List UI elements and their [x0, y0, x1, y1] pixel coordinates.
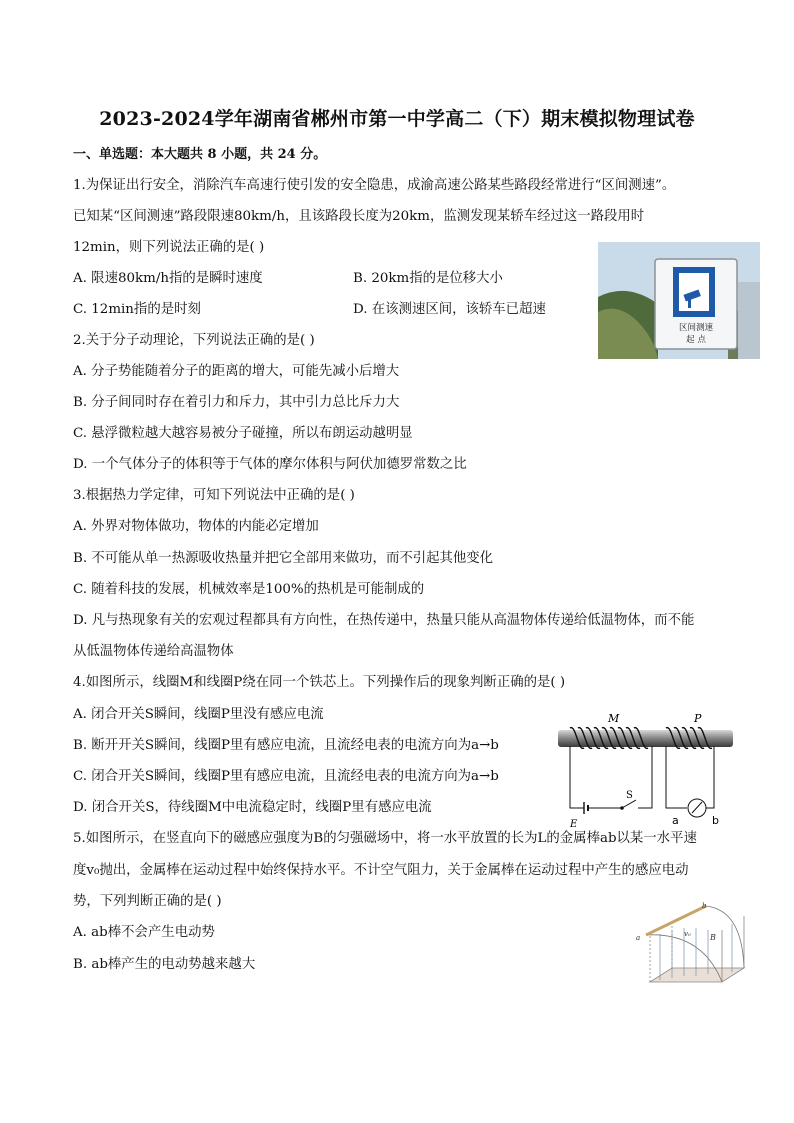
q5-stem-line1: 5.如图所示，在竖直向下的磁感应强度为B的匀强磁场中，将一水平放置的长为L的金属棒ab以某一水平速: [73, 831, 697, 846]
sign-text-line1: 区间测速: [678, 323, 714, 333]
q2-option-c: C. 悬浮微粒越大越容易被分子碰撞，所以布朗运动越明显: [73, 426, 413, 441]
q3-option-d-line2: 从低温物体传递给高温物体: [73, 644, 234, 659]
rod-label-b: b: [702, 902, 707, 910]
q1-stem-line2: 已知某“区间测速”路段限速80km/h，且该路段长度为20km，监测发现某轿车经过这一路段用时: [73, 209, 645, 224]
q2-option-d: D. 一个气体分子的体积等于气体的摩尔体积与阿伏加德罗常数之比: [73, 457, 467, 472]
q2-option-a: A. 分子势能随着分子的距离的增大，可能先减小后增大: [73, 364, 400, 379]
q5-option-a: A. ab棒不会产生电动势: [73, 925, 215, 940]
q1-stem-line3: 12min，则下列说法正确的是( ): [73, 240, 265, 255]
field-label: B: [710, 933, 716, 942]
sign-text-line2: 起 点: [686, 335, 706, 345]
q2-stem: 2.关于分子动理论，下列说法正确的是( ): [73, 333, 315, 348]
label-s: S: [626, 790, 633, 801]
q1-option-b: B. 20km指的是位移大小: [353, 271, 503, 286]
q2-option-b: B. 分子间同时存在着引力和斥力，其中引力总比斥力大: [73, 395, 400, 410]
q1-option-a: A. 限速80km/h指的是瞬时速度: [73, 271, 263, 286]
q1-option-d: D. 在该测速区间，该轿车已超速: [353, 302, 546, 317]
circuit-m-wires: [570, 746, 652, 814]
q3-option-d-line1: D. 凡与热现象有关的宏观过程都具有方向性，在热传递中，热量只能从高温物体传递给低温物体，而不能: [73, 613, 695, 628]
rod-label-a: a: [636, 934, 641, 942]
q5-option-b: B. ab棒产生的电动势越来越大: [73, 957, 256, 972]
circuit-p-wires: [666, 746, 714, 817]
coil-circuit-diagram: [548, 708, 740, 830]
q5-stem-line3: 势，下列判断正确的是( ): [73, 894, 222, 909]
metal-rod: [646, 906, 706, 935]
q4-option-c: C. 闭合开关S瞬间，线圈P里有感应电流，且流经电表的电流方向为a→b: [73, 769, 499, 784]
q4-stem: 4.如图所示，线圈M和线圈P绕在同一个铁芯上。下列操作后的现象判断正确的是( ): [73, 675, 566, 690]
q1-stem-line1: 1.为保证出行安全，消除汽车高速行使引发的安全隐患，成渝高速公路某些路段经常进行“区间测速”。: [73, 178, 676, 193]
velocity-label: v₀: [684, 930, 691, 938]
q5-stem-line2: 度v₀抛出，金属棒在运动过程中始终保持水平。不计空气阻力，关于金属棒在运动过程中产生的感应电动: [73, 863, 689, 878]
label-a: a: [672, 814, 679, 827]
q3-option-a: A. 外界对物体做功，物体的内能必定增加: [73, 519, 319, 534]
q4-option-a: A. 闭合开关S瞬间，线圈P里没有感应电流: [73, 707, 324, 722]
q3-option-b: B. 不可能从单一热源吸收热量并把它全部用来做功，而不引起其他变化: [73, 551, 494, 566]
q3-stem: 3.根据热力学定律，可知下列说法中正确的是( ): [73, 488, 355, 503]
label-b: b: [712, 814, 719, 827]
section-heading: 一、单选题：本大题共 8 小题，共 24 分。: [73, 147, 327, 162]
q4-option-b: B. 断开开关S瞬间，线圈P里有感应电流，且流经电表的电流方向为a→b: [73, 738, 499, 753]
label-p: P: [694, 712, 702, 725]
page-title: 2023-2024学年湖南省郴州市第一中学高二（下）期末模拟物理试卷: [99, 108, 695, 130]
label-m: M: [608, 712, 620, 725]
q1-option-c: C. 12min指的是时刻: [73, 302, 201, 317]
q3-option-c: C. 随着科技的发展，机械效率是100%的热机是可能制成的: [73, 582, 425, 597]
q4-option-d: D. 闭合开关S，待线圈M中电流稳定时，线圈P里有感应电流: [73, 800, 432, 815]
label-e: E: [570, 819, 578, 830]
magnetic-field-diagram: [632, 900, 758, 1008]
speed-sign-photo: [598, 242, 760, 359]
